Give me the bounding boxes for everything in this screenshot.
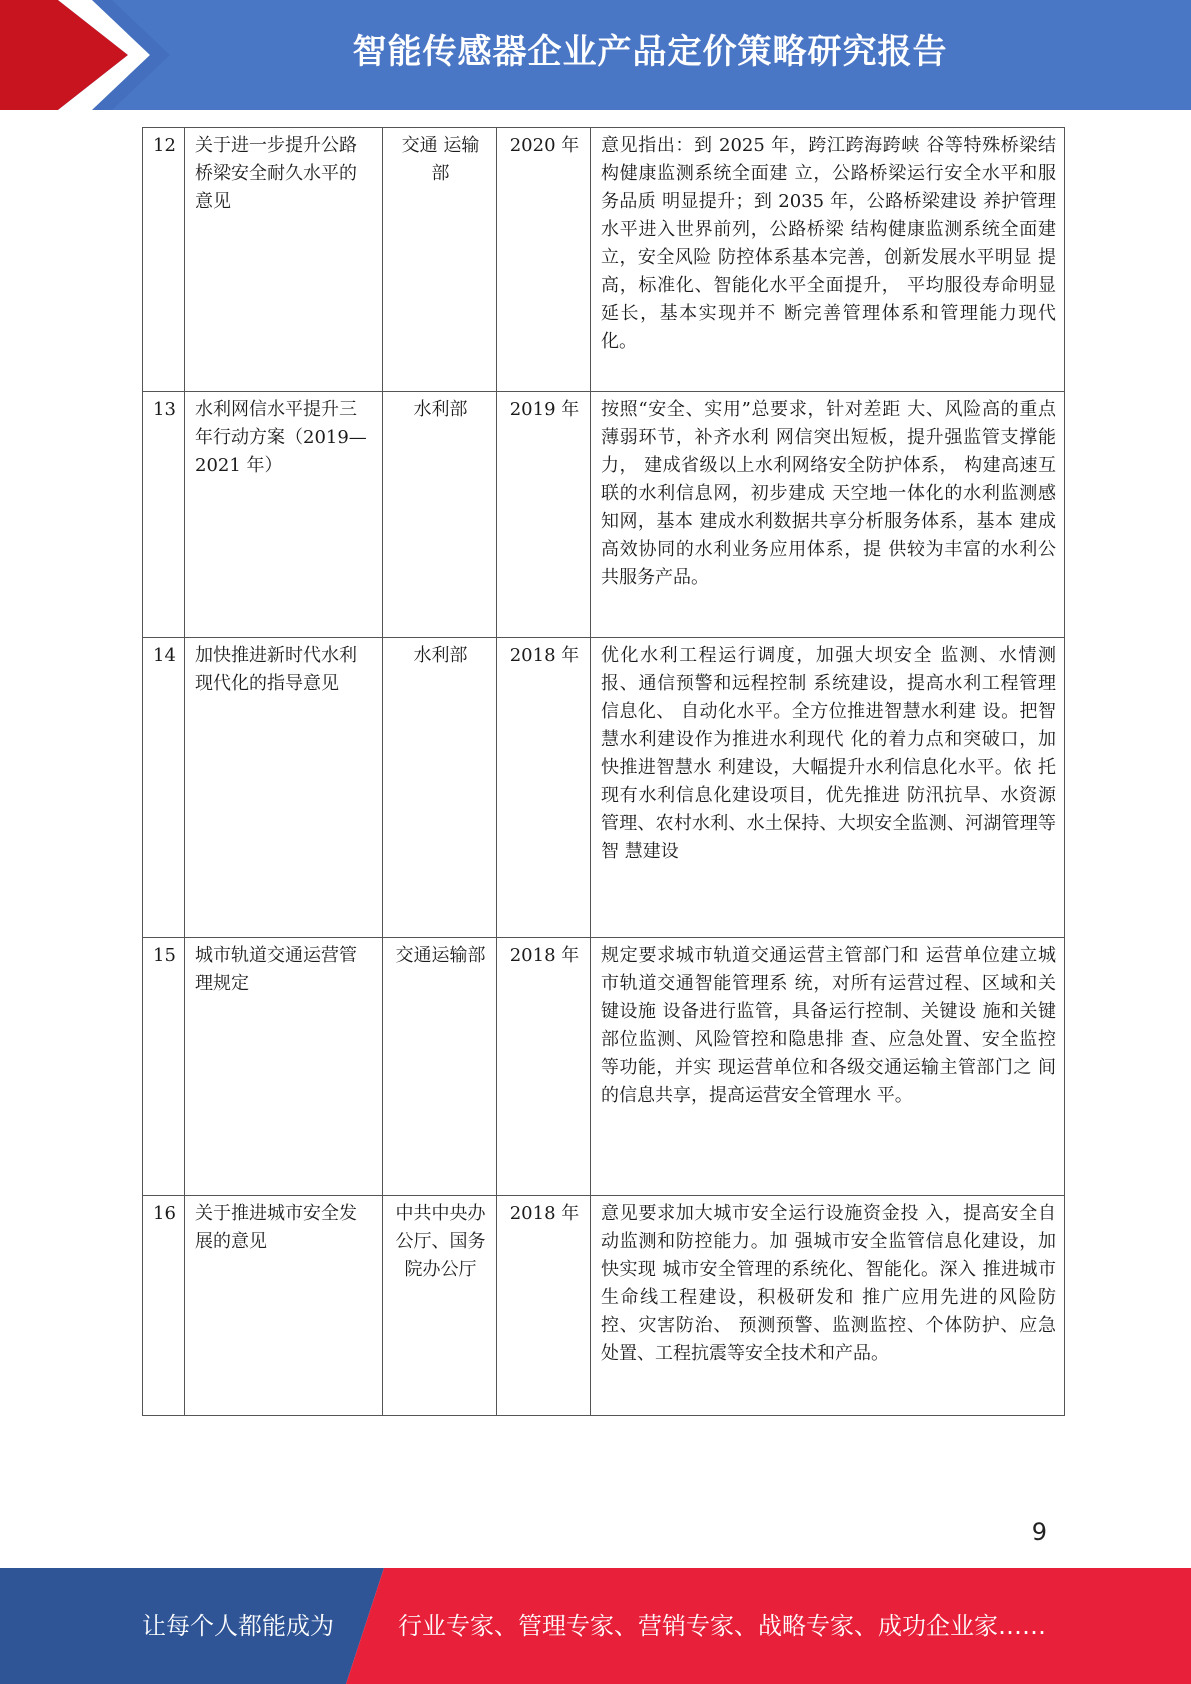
policy-content: 优化水利工程运行调度，加强大坝安全 监测、水情测报、通信预警和远程控制 系统建设，提高水利工程管理信息化、 自动化水平。全方位推进智慧水利建 设。把智慧水利建设作为推进水利现代 化的着力点和突破口，加快推进智慧水 利建设，大幅提升水利信息化水平。依 托现有水利信息化建设项目，优先推进 防汛抗旱、水资源管理、农村水利、水土保持、大坝安全监测、河湖管理等智 慧建设 bbox=[591, 638, 1065, 938]
policy-table bbox=[142, 127, 1065, 1416]
table-row bbox=[143, 938, 1065, 1196]
issue-year: 2018 年 bbox=[497, 638, 591, 938]
issuing-department: 中共中央办公厅、国务院办公厅 bbox=[383, 1196, 497, 1416]
policy-name: 加快推进新时代水利现代化的指导意见 bbox=[185, 638, 383, 938]
policy-name: 水利网信水平提升三年行动方案（2019—2021 年） bbox=[185, 392, 383, 638]
report-title: 智能传感器企业产品定价策略研究报告 bbox=[352, 32, 948, 72]
policy-content: 意见要求加大城市安全运行设施资金投 入，提高安全自动监测和防控能力。加 强城市安全监管信息化建设，加快实现 城市安全管理的系统化、智能化。深入 推进城市生命线工程建设，积极研发和 推广应用先进的风险防控、灾害防治、 预测预警、监测监控、个体防护、应急 处置、工程抗震等安全技术和产品。 bbox=[591, 1196, 1065, 1416]
page-footer bbox=[0, 1568, 1191, 1684]
row-number: 14 bbox=[143, 638, 185, 938]
table-row bbox=[143, 392, 1065, 638]
issuing-department: 交通 运输部 bbox=[383, 128, 497, 392]
issuing-department: 交通运输部 bbox=[383, 938, 497, 1196]
policy-name: 城市轨道交通运营管理规定 bbox=[185, 938, 383, 1196]
policy-content: 规定要求城市轨道交通运营主管部门和 运营单位建立城市轨道交通智能管理系 统，对所有运营过程、区域和关键设施 设备进行监管，具备运行控制、关键设 施和关键部位监测、风险管控和隐患排 查、应急处置、安全监控等功能，并实 现运营单位和各级交通运输主管部门之 间的信息共享，提高运营安全管理水 平。 bbox=[591, 938, 1065, 1196]
page-number: 9 bbox=[1031, 1518, 1047, 1546]
issue-year: 2020 年 bbox=[497, 128, 591, 392]
row-number: 15 bbox=[143, 938, 185, 1196]
issuing-department: 水利部 bbox=[383, 392, 497, 638]
row-number: 16 bbox=[143, 1196, 185, 1416]
footer-slogan-right: 行业专家、管理专家、营销专家、战略专家、成功企业家…… bbox=[398, 1612, 1046, 1640]
row-number: 13 bbox=[143, 392, 185, 638]
table-row bbox=[143, 638, 1065, 938]
table-row bbox=[143, 1196, 1065, 1416]
policy-name: 关于推进城市安全发展的意见 bbox=[185, 1196, 383, 1416]
policy-content: 意见指出：到 2025 年，跨江跨海跨峡 谷等特殊桥梁结构健康监测系统全面建 立，公路桥梁运行安全水平和服务品质 明显提升；到 2035 年，公路桥梁建设 养护管理水平进入世界前列，公路桥梁 结构健康监测系统全面建立，安全风险 防控体系基本完善，创新发展水平明显 提高，标准化、智能化水平全面提升， 平均服役寿命明显延长，基本实现并不 断完善管理体系和管理能力现代化。 bbox=[591, 128, 1065, 392]
policy-content: 按照“安全、实用”总要求，针对差距 大、风险高的重点薄弱环节，补齐水利 网信突出短板，提升强监管支撑能力， 建成省级以上水利网络安全防护体系， 构建高速互联的水利信息网，初步建成 天空地一体化的水利监测感知网，基本 建成水利数据共享分析服务体系，基本 建成高效协同的水利业务应用体系，提 供较为丰富的水利公共服务产品。 bbox=[591, 392, 1065, 638]
page-header bbox=[0, 0, 1191, 110]
issue-year: 2019 年 bbox=[497, 392, 591, 638]
table-row bbox=[143, 128, 1065, 392]
issue-year: 2018 年 bbox=[497, 1196, 591, 1416]
policy-name: 关于进一步提升公路桥梁安全耐久水平的意见 bbox=[185, 128, 383, 392]
row-number: 12 bbox=[143, 128, 185, 392]
issue-year: 2018 年 bbox=[497, 938, 591, 1196]
footer-slogan-left: 让每个人都能成为 bbox=[142, 1612, 334, 1640]
issuing-department: 水利部 bbox=[383, 638, 497, 938]
